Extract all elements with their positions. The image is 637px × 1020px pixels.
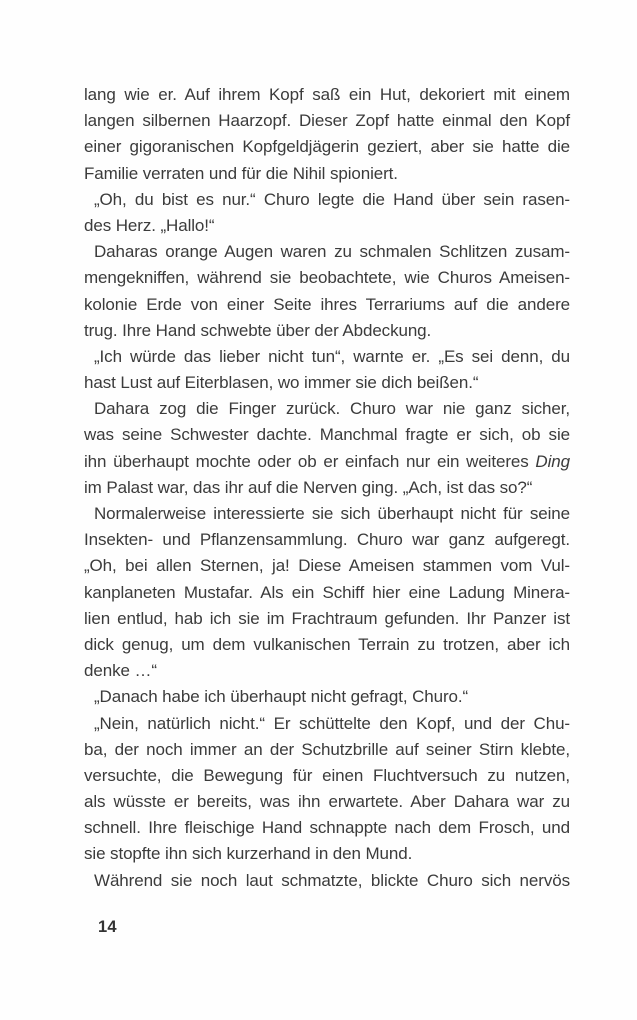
text-segment: denke …“ <box>84 661 157 681</box>
text-segment: Familie verraten und für die Nihil spioniert. <box>84 163 398 183</box>
text-line <box>84 396 570 422</box>
text-segment: als wüsste er bereits, was ihn erwartete. Aber Dahara war zu <box>84 792 570 812</box>
text-line <box>84 606 570 632</box>
text-line <box>84 239 570 265</box>
text-line <box>84 763 570 789</box>
text-line <box>84 527 570 553</box>
text-segment: kanplaneten Mustafar. Als ein Schiff hier eine Ladung Minera- <box>84 582 570 602</box>
text-line <box>84 841 570 867</box>
paragraph <box>84 396 570 501</box>
paragraph <box>84 239 570 344</box>
text-line <box>84 658 570 684</box>
text-segment: ihn überhaupt mochte oder ob er einfach nur ein weiteres <box>84 451 536 471</box>
text-segment: was seine Schwester dachte. Manchmal fragte er sich, ob sie <box>84 425 570 445</box>
text-line <box>84 868 570 894</box>
text-segment: „Ich würde das lieber nicht tun“, warnte er. „Es sei denn, du <box>94 346 570 366</box>
text-segment: Während sie noch laut schmatzte, blickte Churo sich nervös <box>94 870 570 890</box>
text-line <box>84 789 570 815</box>
paragraph <box>84 711 570 868</box>
text-segment: langen silbernen Haarzopf. Dieser Zopf hatte einmal den Kopf <box>84 111 570 131</box>
text-line <box>84 553 570 579</box>
text-line <box>84 580 570 606</box>
text-segment: „Nein, natürlich nicht.“ Er schüttelte den Kopf, und der Chu- <box>94 713 570 733</box>
text-line <box>84 711 570 737</box>
text-block <box>84 82 570 894</box>
text-line <box>84 370 570 396</box>
paragraph <box>84 684 570 710</box>
paragraph <box>84 344 570 396</box>
paragraph <box>84 501 570 684</box>
text-line <box>84 108 570 134</box>
text-segment: „Danach habe ich überhaupt nicht gefragt, Churo.“ <box>94 687 469 707</box>
italic-text: Ding <box>535 451 570 471</box>
text-segment: sie stopfte ihn sich kurzerhand in den Mund. <box>84 844 413 864</box>
text-segment: schnell. Ihre fleischige Hand schnappte nach dem Frosch, und <box>84 818 570 838</box>
text-segment: lien entlud, hab ich sie im Frachtraum gefunden. Ihr Panzer ist <box>84 608 570 628</box>
text-line <box>84 134 570 160</box>
text-segment: einer gigoranischen Kopfgeldjägerin geziert, aber sie hatte die <box>84 137 570 157</box>
text-segment: dick genug, um dem vulkanischen Terrain zu trotzen, aber ich <box>84 634 570 654</box>
text-segment: kolonie Erde von einer Seite ihres Terrariums auf die andere <box>84 294 570 314</box>
paragraph <box>84 868 570 894</box>
paragraph <box>84 82 570 187</box>
text-segment: hast Lust auf Eiterblasen, wo immer sie dich beißen.“ <box>84 373 479 393</box>
text-line <box>84 318 570 344</box>
text-line <box>84 501 570 527</box>
text-line <box>84 161 570 187</box>
text-segment: „Oh, du bist es nur.“ Churo legte die Hand über sein rasen- <box>94 189 570 209</box>
page-number: 14 <box>98 918 117 936</box>
text-segment: lang wie er. Auf ihrem Kopf saß ein Hut, dekoriert mit einem <box>84 85 570 104</box>
text-segment: des Herz. „Hallo!“ <box>84 215 215 235</box>
text-line <box>84 815 570 841</box>
text-segment: Insekten- und Pflanzensammlung. Churo war ganz aufgeregt. <box>84 530 570 550</box>
text-segment: versuchte, die Bewegung für einen Fluchtversuch zu nutzen, <box>84 765 570 785</box>
text-line <box>84 82 570 108</box>
text-line <box>84 292 570 318</box>
text-segment: „Oh, bei allen Sternen, ja! Diese Ameisen stammen vom Vul- <box>84 556 570 576</box>
paragraph <box>84 187 570 239</box>
text-line <box>84 422 570 448</box>
text-segment: Dahara zog die Finger zurück. Churo war nie ganz sicher, <box>94 399 570 419</box>
text-segment: im Palast war, das ihr auf die Nerven ging. „Ach, ist das so?“ <box>84 477 533 497</box>
text-segment: Normalerweise interessierte sie sich überhaupt nicht für seine <box>94 504 570 523</box>
text-segment: Daharas orange Augen waren zu schmalen Schlitzen zusam- <box>94 242 570 262</box>
text-line <box>84 265 570 291</box>
text-line <box>84 684 570 710</box>
text-line <box>84 632 570 658</box>
text-segment: ba, der noch immer an der Schutzbrille auf seiner Stirn klebte, <box>84 739 570 759</box>
text-segment: trug. Ihre Hand schwebte über der Abdeckung. <box>84 320 432 340</box>
text-line <box>84 213 570 239</box>
text-line <box>84 449 570 475</box>
text-line <box>84 187 570 213</box>
text-segment: mengekniffen, während sie beobachtete, wie Churos Ameisen- <box>84 268 570 288</box>
text-line <box>84 475 570 501</box>
text-line <box>84 737 570 763</box>
text-line <box>84 344 570 370</box>
